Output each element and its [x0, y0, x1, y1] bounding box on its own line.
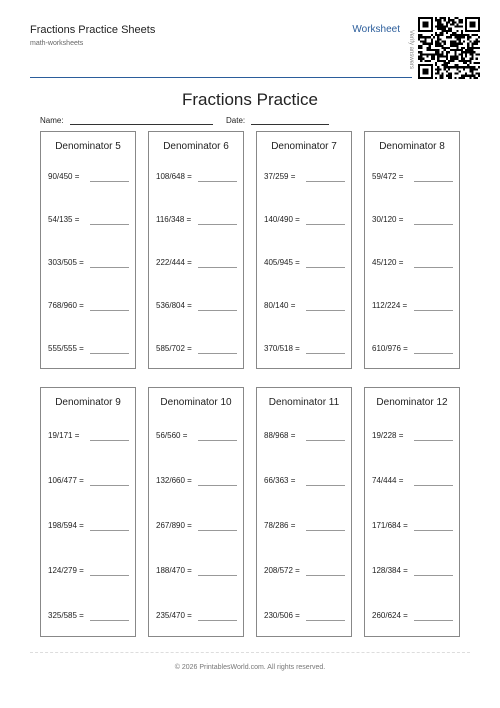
problem-text: 222/444 = — [156, 258, 192, 267]
answer-blank[interactable] — [198, 353, 237, 354]
problem-row — [264, 215, 300, 224]
answer-blank[interactable] — [414, 181, 453, 182]
problem-row — [156, 301, 192, 310]
answer-blank[interactable] — [90, 485, 129, 486]
problem-row — [48, 258, 84, 267]
problem-text: 45/120 = — [372, 258, 404, 267]
problem-row — [372, 611, 408, 620]
name-field[interactable] — [40, 116, 213, 125]
problem-card — [364, 131, 460, 369]
site-title: Fractions Practice Sheets — [30, 24, 156, 36]
problem-text: 128/384 = — [372, 566, 408, 575]
problem-text: 140/490 = — [264, 215, 300, 224]
problem-row — [264, 566, 300, 575]
problem-row — [372, 301, 407, 310]
answer-blank[interactable] — [90, 353, 129, 354]
problem-card — [256, 131, 352, 369]
problem-text: 30/120 = — [372, 215, 404, 224]
problem-text: 208/572 = — [264, 566, 300, 575]
card-heading: Denominator 11 — [268, 397, 340, 408]
date-label: Date: — [226, 116, 246, 125]
problem-row — [156, 521, 192, 530]
problem-row — [372, 172, 403, 181]
answer-blank[interactable] — [306, 575, 345, 576]
date-field[interactable] — [226, 116, 329, 125]
problem-text: 267/890 = — [156, 521, 192, 530]
problem-row — [372, 521, 408, 530]
answer-blank[interactable] — [198, 310, 237, 311]
header-divider — [30, 77, 412, 78]
problem-text: 555/555 = — [48, 344, 84, 353]
problem-text: 230/506 = — [264, 611, 300, 620]
card-heading: Denominator 10 — [160, 397, 232, 408]
problem-text: 610/976 = — [372, 344, 408, 353]
problem-row — [264, 344, 300, 353]
card-heading: Denominator 12 — [376, 397, 448, 408]
answer-blank[interactable] — [198, 530, 237, 531]
name-line — [70, 116, 213, 125]
answer-blank[interactable] — [306, 440, 345, 441]
problem-text: 124/279 = — [48, 566, 84, 575]
problem-row — [156, 258, 192, 267]
problem-row — [48, 566, 84, 575]
answer-blank[interactable] — [414, 575, 453, 576]
problem-row — [156, 611, 192, 620]
problem-text: 59/472 = — [372, 172, 404, 181]
problem-row — [264, 476, 295, 485]
card-heading: Denominator 8 — [379, 141, 445, 152]
problem-card — [148, 131, 244, 369]
answer-blank[interactable] — [90, 530, 129, 531]
problem-row — [372, 566, 408, 575]
problem-row — [264, 431, 295, 440]
site-subtitle: math-worksheets — [30, 40, 84, 47]
date-line — [251, 116, 329, 125]
problem-text: 235/470 = — [156, 611, 192, 620]
problem-row — [48, 344, 84, 353]
answer-blank[interactable] — [90, 267, 129, 268]
problem-row — [372, 215, 403, 224]
footer-divider — [30, 652, 470, 653]
problem-row — [372, 258, 403, 267]
answer-blank[interactable] — [198, 224, 237, 225]
answer-blank[interactable] — [306, 181, 345, 182]
answer-blank[interactable] — [414, 224, 453, 225]
answer-blank[interactable] — [90, 181, 129, 182]
problem-row — [156, 215, 191, 224]
answer-blank[interactable] — [414, 310, 453, 311]
problem-text: 303/505 = — [48, 258, 84, 267]
answer-blank[interactable] — [198, 181, 237, 182]
answer-blank[interactable] — [414, 267, 453, 268]
problem-card — [256, 387, 352, 637]
problem-card — [40, 131, 136, 369]
problem-row — [264, 521, 295, 530]
problem-text: 585/702 = — [156, 344, 192, 353]
problem-text: 19/171 = — [48, 431, 80, 440]
answer-blank[interactable] — [198, 267, 237, 268]
problem-row — [156, 476, 192, 485]
card-heading: Denominator 6 — [163, 141, 229, 152]
answer-blank[interactable] — [306, 530, 345, 531]
problem-text: 325/585 = — [48, 611, 84, 620]
problem-text: 188/470 = — [156, 566, 192, 575]
answer-blank[interactable] — [414, 620, 453, 621]
name-label: Name: — [40, 116, 64, 125]
answer-blank[interactable] — [306, 620, 345, 621]
problem-row — [372, 431, 403, 440]
answer-blank[interactable] — [414, 353, 453, 354]
answer-blank[interactable] — [90, 620, 129, 621]
problem-text: 54/135 = — [48, 215, 80, 224]
verify-answers-label: Verify answers — [408, 30, 414, 70]
problem-text: 536/804 = — [156, 301, 192, 310]
answer-blank[interactable] — [306, 353, 345, 354]
problem-row — [156, 566, 192, 575]
problem-row — [48, 431, 79, 440]
problem-text: 66/363 = — [264, 476, 296, 485]
problem-row — [48, 301, 84, 310]
problem-text: 80/140 = — [264, 301, 296, 310]
problem-text: 198/594 = — [48, 521, 84, 530]
problem-row — [264, 301, 295, 310]
problem-grid — [40, 131, 460, 637]
copyright-footer: © 2026 PrintablesWorld.com. All rights reserved. — [174, 664, 326, 671]
answer-blank[interactable] — [198, 485, 237, 486]
answer-blank[interactable] — [306, 267, 345, 268]
card-heading: Denominator 5 — [55, 141, 121, 152]
worksheet-title: Fractions Practice — [181, 90, 319, 109]
problem-row — [156, 431, 187, 440]
problem-row — [372, 344, 408, 353]
worksheet-tag: Worksheet — [352, 24, 400, 35]
problem-text: 405/945 = — [264, 258, 300, 267]
problem-text: 74/444 = — [372, 476, 404, 485]
problem-text: 112/224 = — [372, 301, 408, 310]
answer-blank[interactable] — [90, 440, 129, 441]
problem-text: 370/518 = — [264, 344, 300, 353]
problem-text: 90/450 = — [48, 172, 80, 181]
answer-blank[interactable] — [306, 310, 345, 311]
answer-blank[interactable] — [198, 575, 237, 576]
problem-text: 768/960 = — [48, 301, 84, 310]
answer-blank[interactable] — [90, 575, 129, 576]
answer-blank[interactable] — [198, 440, 237, 441]
problem-row — [264, 611, 300, 620]
problem-row — [156, 344, 192, 353]
problem-text: 260/624 = — [372, 611, 408, 620]
problem-text: 56/560 = — [156, 431, 188, 440]
answer-blank[interactable] — [414, 440, 453, 441]
qr-code-icon — [418, 17, 480, 79]
problem-text: 106/477 = — [48, 476, 84, 485]
problem-row — [48, 476, 84, 485]
problem-row — [264, 258, 300, 267]
answer-blank[interactable] — [414, 485, 453, 486]
problem-row — [264, 172, 295, 181]
answer-blank[interactable] — [414, 530, 453, 531]
problem-text: 88/968 = — [264, 431, 296, 440]
problem-row — [48, 215, 79, 224]
problem-text: 171/684 = — [372, 521, 408, 530]
problem-card — [364, 387, 460, 637]
card-heading: Denominator 9 — [55, 397, 121, 408]
problem-text: 37/259 = — [264, 172, 296, 181]
problem-row — [48, 521, 84, 530]
card-heading: Denominator 7 — [271, 141, 337, 152]
problem-text: 19/228 = — [372, 431, 404, 440]
problem-card — [148, 387, 244, 637]
problem-text: 116/348 = — [156, 215, 192, 224]
problem-row — [156, 172, 192, 181]
problem-text: 132/660 = — [156, 476, 192, 485]
answer-blank[interactable] — [198, 620, 237, 621]
problem-row — [48, 611, 84, 620]
problem-row — [372, 476, 403, 485]
answer-blank[interactable] — [90, 310, 129, 311]
problem-text: 108/648 = — [156, 172, 192, 181]
answer-blank[interactable] — [90, 224, 129, 225]
problem-row — [48, 172, 79, 181]
answer-blank[interactable] — [306, 485, 345, 486]
problem-card — [40, 387, 136, 637]
answer-blank[interactable] — [306, 224, 345, 225]
problem-text: 78/286 = — [264, 521, 296, 530]
